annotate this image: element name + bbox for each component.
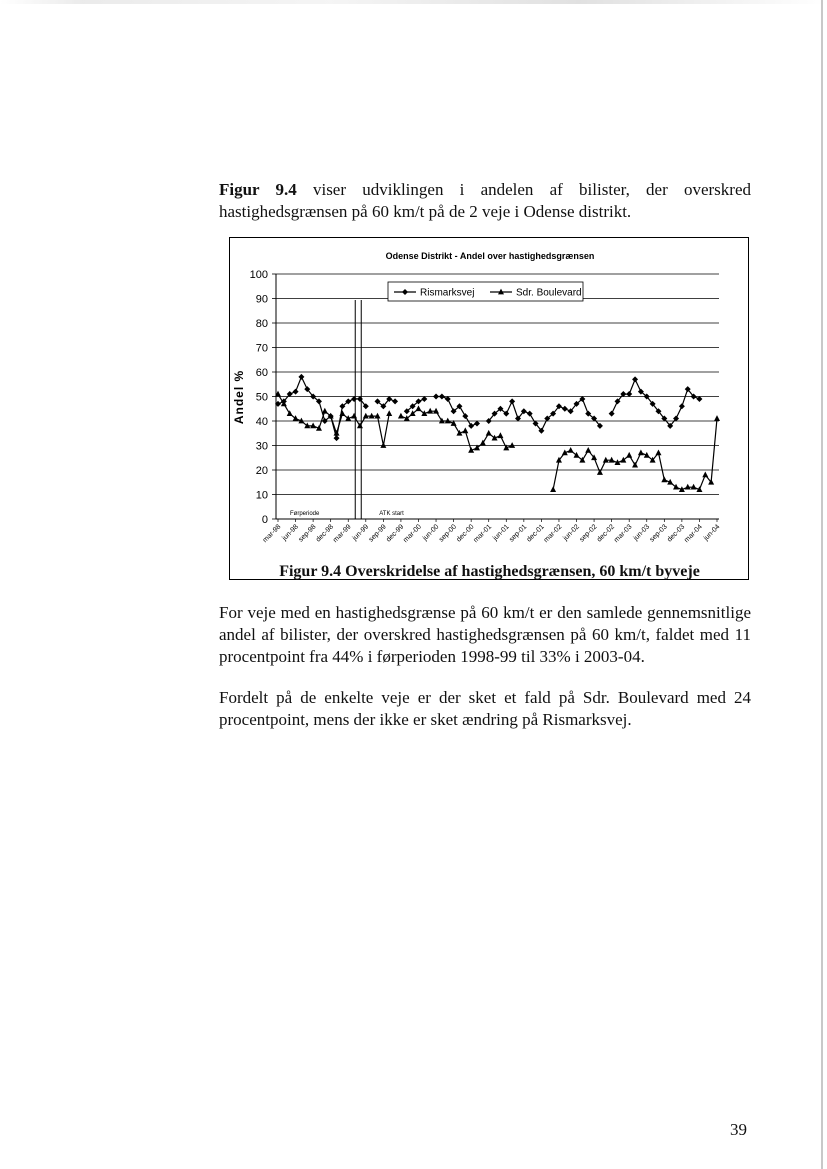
x-tick-label: jun-02: [562, 523, 581, 543]
point-sdr-boulevard: [655, 449, 661, 455]
point-sdr-boulevard: [462, 427, 468, 433]
intro-text: viser udviklingen i andelen af bilister, der overskred hastighedsgrænsen på 60 km/t på de 2 veje i Odense distrikt.: [219, 180, 751, 221]
x-tick-label: dec-03: [666, 523, 687, 544]
point-rismarksvej: [609, 411, 615, 417]
paragraph-3: Fordelt på de enkelte veje er der sket et fald på Sdr. Boulevard med 24 procentpoint, mens der ikke er sket ændring på Rismarksvej.: [219, 688, 751, 729]
point-rismarksvej: [334, 435, 340, 441]
x-tick-label: dec-98: [315, 523, 336, 544]
y-tick-label: 70: [255, 342, 268, 355]
x-tick-labels: [262, 519, 722, 544]
point-rismarksvej: [679, 403, 685, 409]
y-tick-labels: [250, 269, 268, 526]
point-sdr-boulevard: [626, 452, 632, 458]
x-tick-label: mar-98: [261, 523, 283, 545]
x-tick-label: jun-01: [491, 523, 511, 543]
x-tick-label: dec-00: [455, 523, 476, 544]
y-tick-label: 50: [255, 391, 268, 404]
point-rismarksvej: [293, 389, 299, 395]
point-sdr-boulevard: [550, 486, 556, 492]
page-number: 39: [730, 1120, 747, 1139]
x-tick-label: sep-99: [367, 523, 388, 544]
scan-edge-top: [0, 0, 827, 4]
x-tick-label: sep-00: [437, 523, 459, 544]
point-sdr-boulevard: [568, 447, 574, 453]
x-tick-label: dec-02: [595, 523, 617, 544]
x-tick-label: sep-01: [508, 523, 529, 544]
x-tick-label: sep-98: [297, 523, 318, 544]
point-sdr-boulevard: [415, 405, 421, 411]
y-axis-label: Andel %: [232, 369, 246, 425]
x-tick-label: dec-99: [385, 523, 406, 544]
point-sdr-boulevard: [714, 415, 720, 421]
x-tick-label: mar-03: [612, 523, 634, 545]
series-lines: [278, 377, 717, 490]
point-sdr-boulevard: [398, 413, 404, 419]
point-rismarksvej: [351, 396, 357, 402]
y-tick-label: 20: [255, 465, 268, 477]
point-sdr-boulevard: [293, 415, 299, 421]
point-rismarksvej: [474, 420, 480, 426]
point-rismarksvej: [445, 396, 451, 402]
y-tick-label: 60: [255, 367, 268, 379]
chart-title: Odense Distrikt - Andel over hastighedsgrænsen: [385, 251, 595, 261]
point-rismarksvej: [527, 411, 533, 417]
x-tick-label: mar-00: [402, 523, 423, 545]
series-line-rismarksvej: [407, 399, 425, 411]
figure-caption: Figur 9.4 Overskridelse af hastighedsgrænsen, 60 km/t byveje: [279, 563, 700, 580]
x-tick-label: mar-02: [542, 523, 564, 545]
x-tick-label: mar-99: [332, 523, 353, 545]
point-sdr-boulevard: [638, 449, 644, 455]
point-sdr-boulevard: [585, 447, 591, 453]
point-sdr-boulevard: [702, 472, 708, 478]
point-rismarksvej: [562, 406, 568, 412]
legend: [388, 282, 583, 301]
point-sdr-boulevard: [486, 430, 492, 436]
point-sdr-boulevard: [339, 410, 345, 416]
x-tick-label: jun-00: [421, 523, 441, 543]
legend-label-rismarksvej: Rismarksvej: [420, 287, 475, 299]
annotations: [290, 300, 404, 519]
x-tick-label: sep-03: [648, 523, 669, 544]
figure-reference: Figur 9.4: [219, 180, 297, 199]
annotation-atk-start: ATK start: [379, 511, 404, 517]
point-sdr-boulevard: [509, 442, 515, 448]
point-rismarksvej: [298, 374, 304, 380]
point-sdr-boulevard: [351, 413, 357, 419]
y-tick-label: 40: [255, 416, 268, 428]
x-tick-label: jun-03: [632, 523, 652, 543]
y-tick-label: 100: [249, 269, 268, 281]
point-sdr-boulevard: [410, 410, 416, 416]
point-sdr-boulevard: [673, 484, 679, 490]
point-rismarksvej: [468, 423, 474, 429]
annotation-forperiode: Førperiode: [290, 511, 320, 517]
gridlines: [272, 274, 719, 519]
point-rismarksvej: [696, 396, 702, 402]
point-sdr-boulevard: [380, 442, 386, 448]
point-rismarksvej: [509, 398, 515, 404]
point-sdr-boulevard: [322, 408, 328, 414]
x-tick-label: dec-01: [525, 523, 546, 544]
point-rismarksvej: [439, 394, 445, 400]
x-tick-label: jun-99: [351, 523, 371, 543]
line-chart: [230, 238, 750, 581]
point-sdr-boulevard: [386, 410, 392, 416]
y-tick-label: 90: [255, 293, 268, 306]
intro-paragraph: [219, 179, 751, 223]
series-line-rismarksvej: [612, 379, 700, 426]
series-line-sdr-boulevard: [553, 419, 717, 490]
x-tick-label: jun-04: [702, 523, 722, 543]
point-rismarksvej: [392, 398, 398, 404]
paragraph-2: For veje med en hastighedsgrænse på 60 km/t er den samlede gennemsnitlige andel af bilister, der overskred hastighedsgrænsen på 60 km/t, faldet med 11 procentpoint fra 44% i førperioden 1998-99 til 33% i 2003-04.: [219, 603, 751, 666]
point-sdr-boulevard: [497, 432, 503, 438]
series-markers: [275, 374, 720, 492]
series-line-rismarksvej: [378, 399, 396, 406]
x-tick-label: mar-04: [683, 523, 704, 545]
series-line-rismarksvej: [278, 377, 366, 438]
x-tick-label: jun-98: [281, 523, 300, 543]
y-tick-label: 0: [261, 514, 268, 526]
y-tick-label: 30: [255, 440, 268, 453]
x-tick-label: sep-02: [578, 523, 599, 544]
point-rismarksvej: [462, 413, 468, 419]
legend-label-sdr-boulevard: Sdr. Boulevard: [516, 287, 582, 299]
y-tick-label: 80: [255, 318, 268, 330]
point-sdr-boulevard: [661, 476, 667, 482]
point-rismarksvej: [421, 396, 427, 402]
point-rismarksvej: [433, 394, 439, 400]
point-rismarksvej: [632, 376, 638, 382]
y-tick-label: 10: [255, 489, 268, 502]
scan-edge-right: [821, 0, 823, 1169]
x-tick-label: mar-01: [472, 523, 494, 545]
chart-frame: [229, 237, 749, 580]
